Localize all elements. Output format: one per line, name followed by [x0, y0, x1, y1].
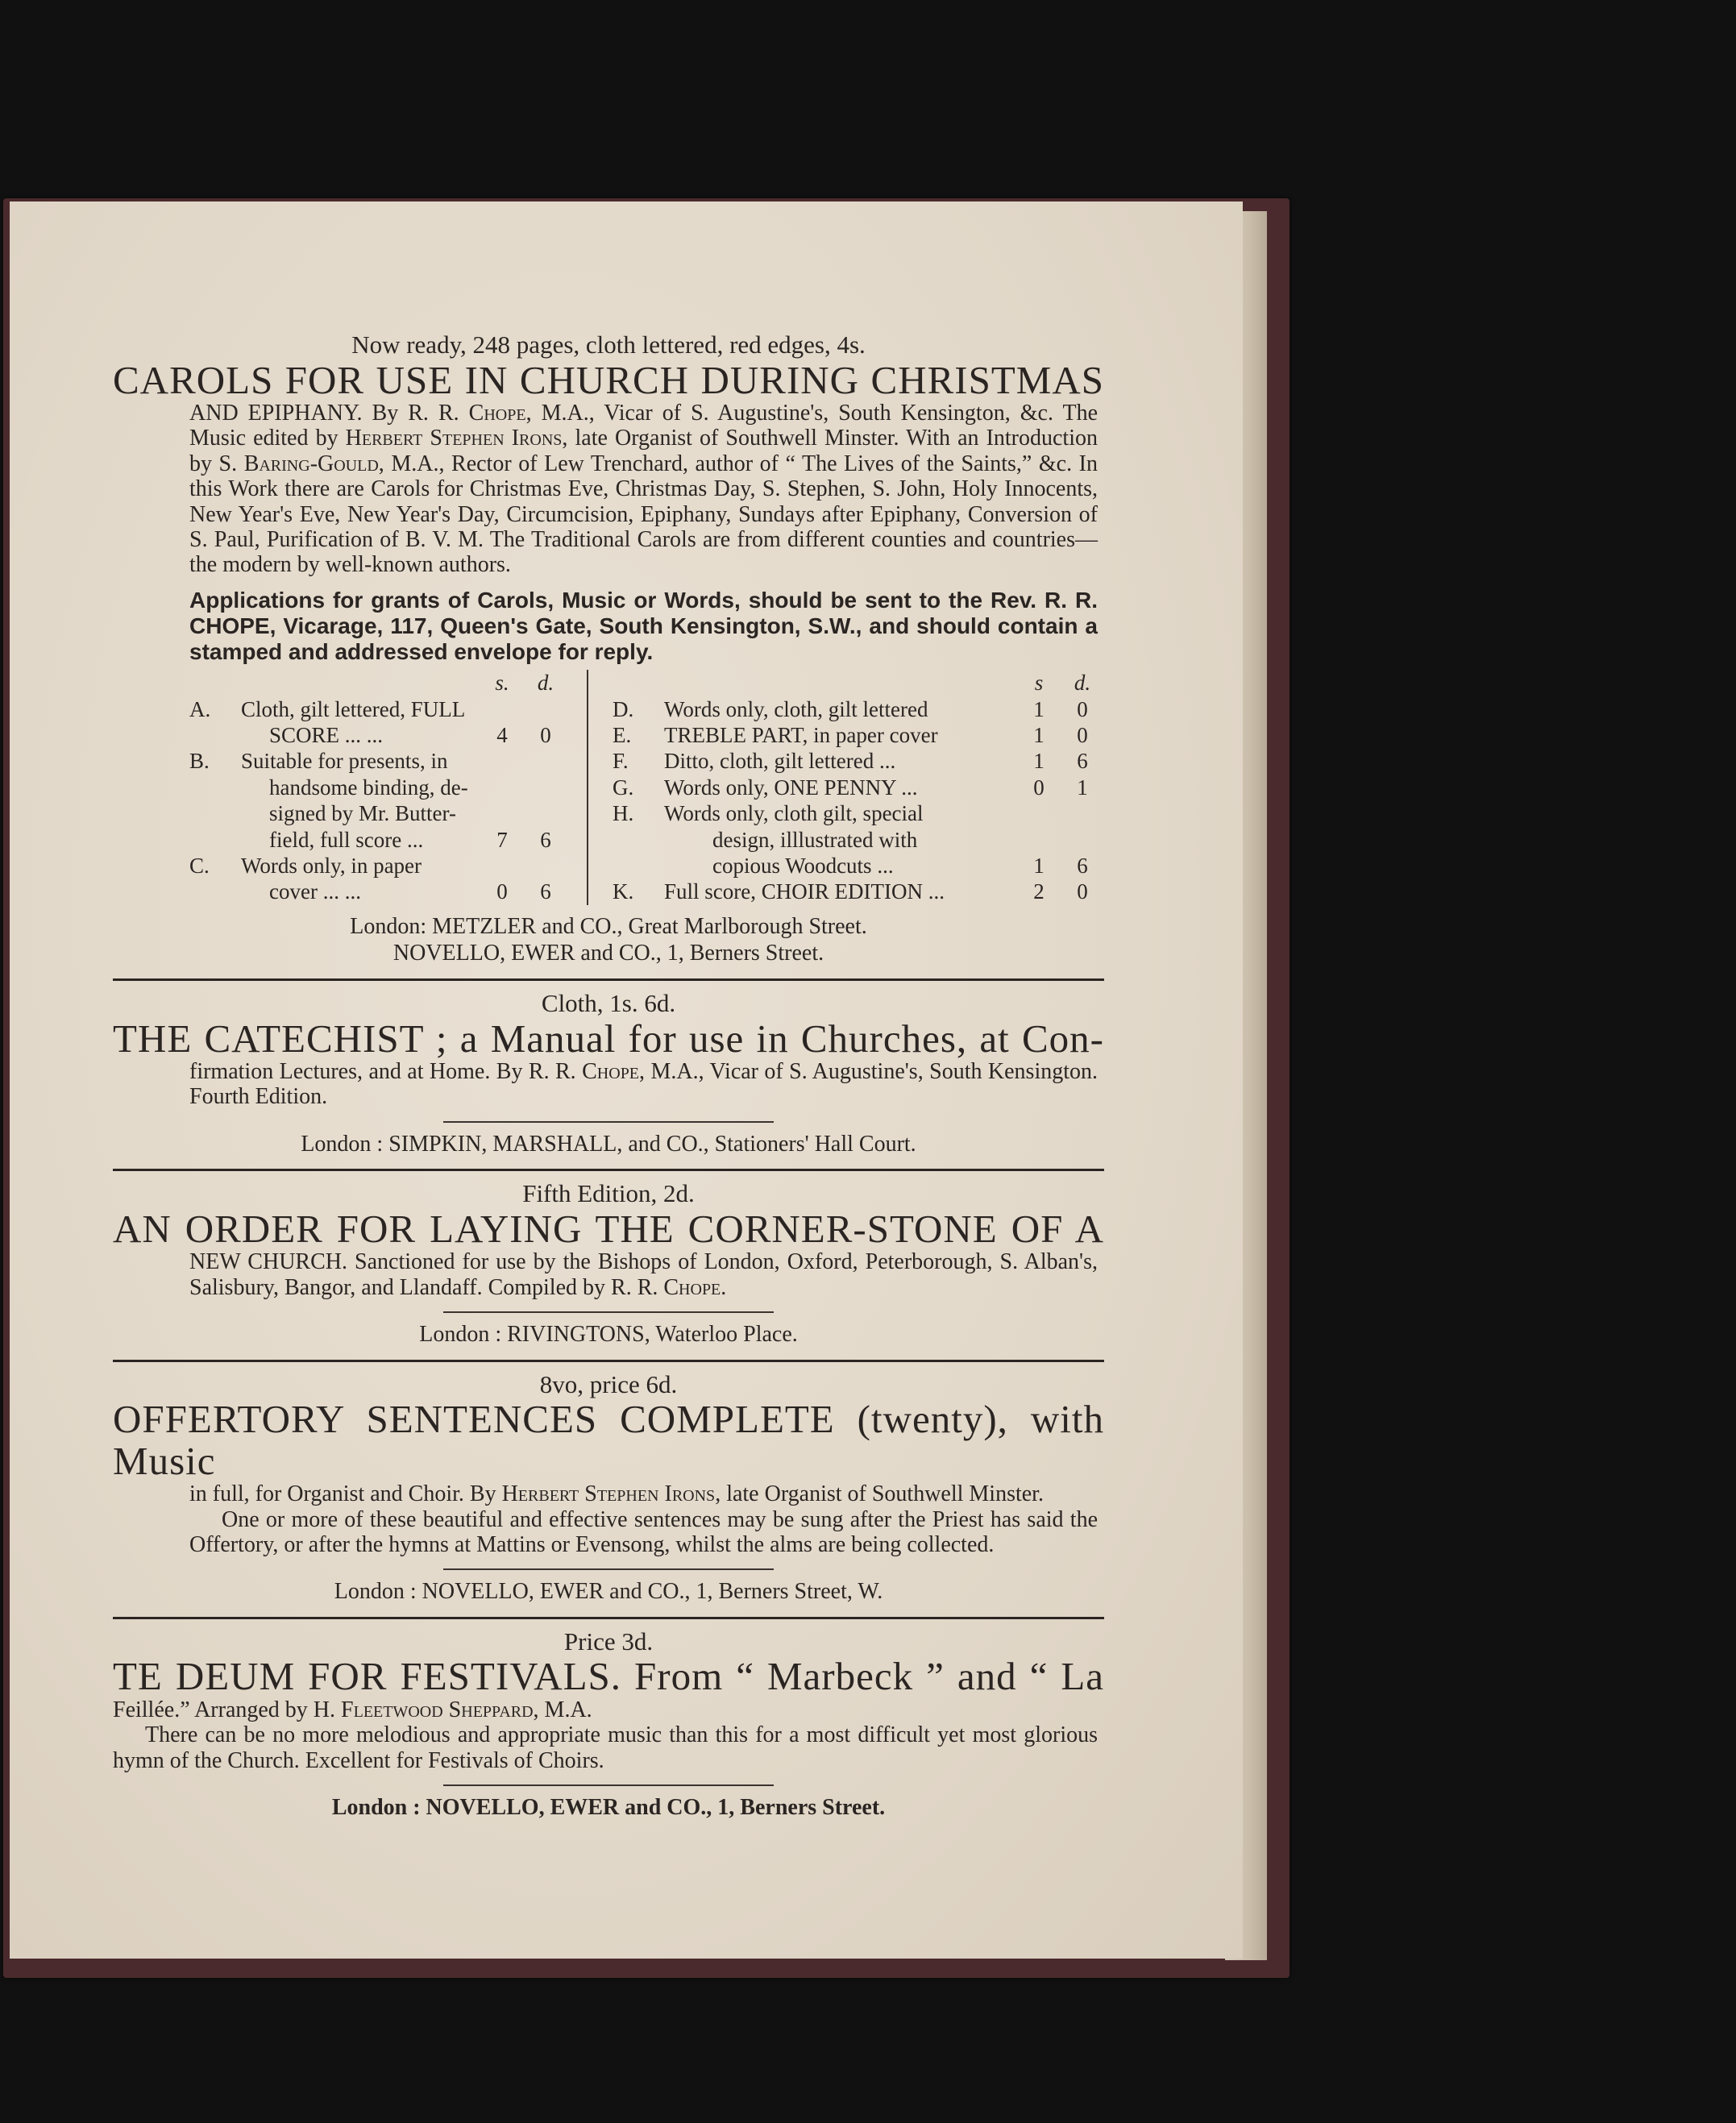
- row-shillings: 7: [496, 827, 508, 852]
- row-letter: F.: [613, 749, 629, 774]
- carols-editor: Herbert Stephen Irons: [345, 426, 563, 451]
- price-row-e: [613, 722, 1104, 748]
- row-letter: K.: [613, 879, 634, 904]
- row-shillings: 0: [1033, 775, 1045, 800]
- catechist-imprint: London : SIMPKIN, MARSHALL, and CO., Stationers' Hall Court.: [301, 1131, 916, 1157]
- order-headline: AN ORDER FOR LAYING THE CORNER-STONE OF A: [113, 1206, 1104, 1251]
- te-deum-desc-part: , M.A.: [533, 1697, 592, 1722]
- row-desc: cover ... ...: [269, 879, 361, 904]
- row-shillings: 2: [1033, 879, 1045, 904]
- price-row-g: [613, 775, 1104, 800]
- row-desc: copious Woodcuts ...: [712, 853, 894, 878]
- carols-author: Chope: [468, 401, 526, 426]
- row-pence: 0: [1077, 696, 1088, 721]
- row-desc: SCORE ... ...: [269, 722, 384, 747]
- row-desc: Words only, cloth gilt, special: [664, 801, 924, 826]
- carols-notice: Applications for grants of Carols, Music or Words, should be sent to the Rev. R. R. CHOPE, Vicarage, 117, Queen's Gate, South Kensington, S.W., and should contain a stamped and addressed envelope for reply.: [189, 587, 1098, 664]
- row-desc: Words only, ONE PENNY ...: [664, 775, 918, 800]
- price-row-h: [613, 800, 1104, 879]
- carols-headline: CAROLS FOR USE IN CHURCH DURING CHRISTMAS: [113, 357, 1104, 402]
- offertory-desc-part: in full, for Organist and Choir. By: [189, 1481, 502, 1507]
- row-pence: 6: [540, 879, 551, 904]
- row-pence: 0: [540, 722, 551, 747]
- offertory-headline: OFFERTORY SENTENCES COMPLETE (twenty), with Music: [113, 1397, 1104, 1483]
- carols-advert: [113, 330, 1104, 967]
- price-row-f: [613, 748, 1104, 774]
- price-row-b: [189, 748, 567, 853]
- carols-imprint-1: London: METZLER and CO., Great Marlborough Street.: [350, 913, 867, 939]
- offertory-advert: [113, 1370, 1104, 1606]
- te-deum-note: There can be no more melodious and appropriate music than this for a most difficult yet most glorious hymn of the Church. Excellent for Festivals of Choirs.: [113, 1722, 1098, 1773]
- row-desc: handsome binding, de-: [269, 775, 468, 800]
- offertory-imprint: London : NOVELLO, EWER and CO., 1, Berners Street, W.: [334, 1579, 883, 1605]
- row-pence: 0: [1077, 879, 1088, 904]
- carols-imprint-2: NOVELLO, EWER and CO., 1, Berners Street.: [392, 941, 824, 966]
- price-row-a: [189, 696, 567, 749]
- carols-intro-author: Baring-Gould: [243, 451, 379, 476]
- price-row-k: [613, 879, 1104, 904]
- offertory-note: One or more of these beautiful and effective sentences may be sung after the Priest has said the Offertory, or after the hymns at Mattins or Evensong, whilst the alms are being collected.: [189, 1506, 1098, 1557]
- section-divider: [113, 978, 1104, 981]
- catechist-description: [113, 1059, 1104, 1110]
- price-column-left: [113, 670, 588, 905]
- carols-description: [113, 401, 1104, 578]
- carols-price-table: [113, 670, 1104, 905]
- row-pence: 0: [1077, 722, 1088, 747]
- row-desc: Words only, in paper: [241, 853, 422, 878]
- row-desc: Cloth, gilt lettered, FULL: [241, 696, 466, 721]
- price-row-d: [613, 696, 1104, 722]
- row-desc: Full score, CHOIR EDITION ...: [664, 879, 945, 904]
- row-letter: H.: [613, 801, 634, 826]
- row-shillings: 1: [1033, 853, 1045, 878]
- row-pence: 1: [1077, 775, 1088, 800]
- row-desc: Ditto, cloth, gilt lettered ...: [664, 749, 896, 774]
- row-letter: A.: [189, 696, 211, 721]
- row-desc: field, full score ...: [269, 827, 424, 852]
- order-imprint: London : RIVINGTONS, Waterloo Place.: [419, 1322, 798, 1348]
- price-header: [613, 670, 1104, 696]
- short-rule: [443, 1311, 774, 1313]
- row-letter: G.: [613, 775, 634, 800]
- offertory-author: Herbert Stephen Irons: [501, 1481, 716, 1507]
- short-rule: [443, 1568, 774, 1570]
- order-desc-part: NEW CHURCH. Sanctioned for use by the Bishops of London, Oxford, Peterborough, S. Alban's, Salisbury, Bangor, and Llandaff. Compiled by R. R.: [189, 1249, 1098, 1300]
- order-intro: Fifth Edition, 2d.: [522, 1179, 695, 1208]
- te-deum-headline: TE DEUM FOR FESTIVALS. From “ Marbeck ” and “ La: [113, 1654, 1104, 1699]
- te-deum-intro: Price 3d.: [563, 1627, 654, 1656]
- carols-desc-part: , late Organist of Southwell Minster. With an Introduction by S.: [189, 426, 1098, 476]
- short-rule: [443, 1121, 774, 1123]
- price-row-c: [189, 853, 567, 905]
- te-deum-desc-part: Feillée.” Arranged by H.: [113, 1697, 342, 1722]
- order-author: Chope: [663, 1274, 721, 1300]
- te-deum-arranger: [113, 1697, 1104, 1722]
- row-letter: E.: [613, 722, 632, 747]
- te-deum-advert: [113, 1627, 1104, 1822]
- price-header: [189, 670, 567, 696]
- row-letter: D.: [613, 696, 634, 721]
- page-content: [113, 330, 1104, 1822]
- catechist-desc-part: firmation Lectures, and at Home. By R. R.: [189, 1058, 583, 1084]
- row-shillings: 4: [496, 722, 508, 747]
- catechist-desc-part: , M.A., Vicar of S. Augustine's, South Kensington. Fourth Edition.: [189, 1058, 1098, 1110]
- row-shillings: 0: [496, 879, 508, 904]
- row-desc: design, illlustrated with: [712, 827, 918, 852]
- pence-header: d.: [1074, 671, 1091, 696]
- row-pence: 6: [1077, 853, 1088, 878]
- row-desc: signed by Mr. Butter-: [269, 801, 456, 826]
- carols-desc-part: AND EPIPHANY. By R. R.: [189, 401, 469, 426]
- section-divider: [113, 1169, 1104, 1171]
- carols-desc-part: , M.A., Vicar of S. Augustine's, South Kensington, &c. The Music edited by: [189, 401, 1098, 451]
- te-deum-arranger-name: Fleetwood Sheppard: [341, 1697, 534, 1722]
- catechist-headline: THE CATECHIST ; a Manual for use in Churches, at Con-: [113, 1016, 1104, 1061]
- carols-desc-part: , M.A., Rector of Lew Trenchard, author of “ The Lives of the Saints,” &c. In this Work there are Carols for Christmas Eve, Christmas Day, S. Stephen, S. John, Holy Innocents, New Year's Eve, New Year's Day, Circumcision, Epiphany, Sundays after Epiphany, Conversion of S. Paul, Purification of B. V. M. The Traditional Carols are from different counties and countries—the modern by well-known authors.: [189, 451, 1098, 578]
- offertory-description: [113, 1481, 1104, 1506]
- row-shillings: 1: [1033, 749, 1045, 774]
- carols-intro: Now ready, 248 pages, cloth lettered, red edges, 4s.: [351, 330, 866, 359]
- row-desc: Suitable for presents, in: [241, 749, 448, 774]
- order-desc-part: .: [721, 1274, 727, 1300]
- order-description: [113, 1249, 1104, 1300]
- short-rule: [443, 1784, 774, 1786]
- catechist-intro: Cloth, 1s. 6d.: [541, 988, 676, 1017]
- row-pence: 6: [1077, 749, 1088, 774]
- shillings-header: s: [1034, 671, 1044, 696]
- row-letter: C.: [189, 853, 210, 878]
- catechist-author: Chope: [582, 1058, 640, 1084]
- section-divider: [113, 1360, 1104, 1362]
- section-divider: [113, 1617, 1104, 1619]
- order-advert: [113, 1179, 1104, 1348]
- te-deum-imprint: London : NOVELLO, EWER and CO., 1, Berners Street.: [331, 1794, 886, 1820]
- row-desc: TREBLE PART, in paper cover: [664, 722, 938, 747]
- pence-header: d.: [537, 671, 554, 696]
- row-shillings: 1: [1033, 696, 1045, 721]
- offertory-desc-part: , late Organist of Southwell Minster.: [715, 1481, 1044, 1507]
- price-column-right: [588, 670, 1104, 905]
- row-desc: Words only, cloth, gilt lettered: [664, 696, 928, 721]
- offertory-intro: 8vo, price 6d.: [539, 1369, 678, 1398]
- book-page: [10, 201, 1243, 1959]
- catechist-advert: [113, 989, 1104, 1157]
- row-shillings: 1: [1033, 722, 1045, 747]
- row-letter: B.: [189, 749, 210, 774]
- row-pence: 6: [540, 827, 551, 852]
- shillings-header: s.: [495, 671, 509, 696]
